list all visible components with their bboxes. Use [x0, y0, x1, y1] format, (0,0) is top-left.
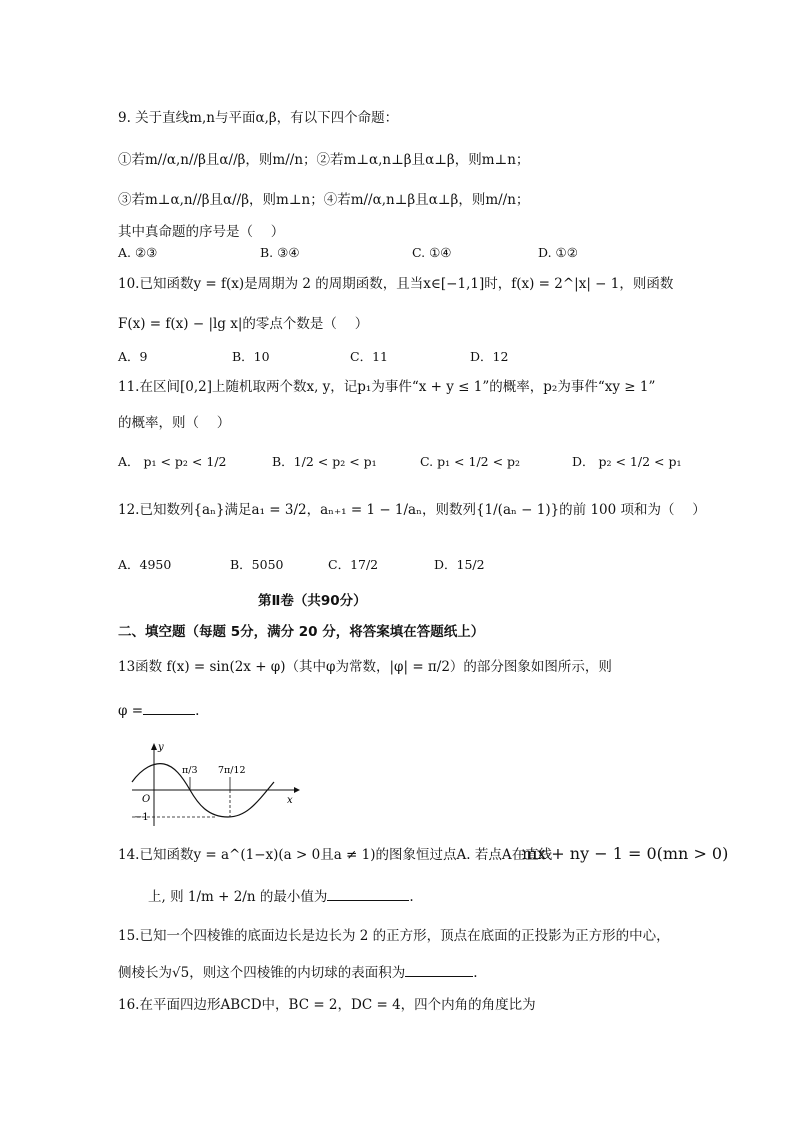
q12-option-a: A．4950 [118, 557, 172, 572]
q11-option-b: B．1/2 < p₂ < p₁ [272, 454, 377, 469]
y-axis-arrow [151, 743, 157, 750]
q12-option-d: D．15/2 [434, 557, 485, 572]
q13-answer-line: φ = . [118, 700, 199, 721]
q15-answer-blank [405, 962, 473, 977]
section-juan-title: 第Ⅱ卷（共90分） [258, 593, 367, 609]
q14-line-equation: mx + ny − 1 = 0(mn > 0) [522, 844, 729, 863]
q9-stem: 9. 关于直线m,n与平面α,β，有以下四个命题： [118, 110, 399, 126]
q9-line2: ③若m⊥α,n//β且α//β，则m⊥n；④若m//α,n⊥β且α⊥β，则m//n； [118, 192, 530, 208]
q13-sine-graph [124, 740, 304, 830]
q12-option-c: C．17/2 [328, 557, 379, 572]
x-axis-arrow [294, 787, 300, 793]
q10-option-d: D．12 [470, 349, 509, 364]
q10-stem2: F(x) = f(x) − |lg x|的零点个数是（ ） [118, 316, 369, 332]
q11-stem2: 的概率，则（ ） [118, 415, 231, 431]
q10-option-a: A．9 [118, 349, 148, 364]
origin-label: O [142, 794, 151, 805]
q14-answer-line [148, 886, 414, 907]
q15-stem: 15.已知一个四棱锥的底面边长是边长为 2 的正方形，顶点在底面的正投影为正方形的中心， [118, 928, 670, 944]
q9-option-c: C. ①④ [412, 245, 452, 260]
tick-pi-3-label: π/3 [182, 765, 198, 776]
q14-stem2: 上, 则 1/m + 2/n 的最小值为 [148, 889, 328, 905]
x-axis-label: x [287, 795, 293, 806]
q13-answer-label: φ = [118, 703, 144, 719]
q14-stem: 14.已知函数y = a^(1−x)(a > 0且a ≠ 1)的图象恒过点A. 若点A在直线 [118, 847, 553, 863]
q10-stem: 10.已知函数y = f(x)是周期为 2 的周期函数，且当x∈[−1,1]时，f(x) = 2^|x| − 1，则函数 [118, 276, 674, 292]
q9-option-d: D. ①② [538, 245, 578, 260]
q9-option-b: B. ③④ [260, 245, 300, 260]
q10-option-c: C．11 [350, 349, 388, 364]
q14-end: . [409, 889, 414, 905]
q11-option-c: C. p₁ < 1/2 < p₂ [420, 454, 521, 469]
q9-line1: ①若m//α,n//β且α//β，则m//n；②若m⊥α,n⊥β且α⊥β，则m⊥n； [118, 152, 530, 168]
q15-answer-line [118, 962, 478, 983]
q9-ask: 其中真命题的序号是（ ） [118, 224, 285, 240]
neg1-label: −1 [134, 812, 149, 823]
q9-option-a: A. ②③ [118, 245, 158, 260]
q13-answer-blank [143, 700, 195, 715]
q13-stem: 13函数 f(x) = sin(2x + φ)（其中φ为常数，|φ| = π/2）的部分图象如图所示，则 [118, 659, 612, 675]
y-axis-label: y [158, 742, 164, 753]
q12-stem: 12.已知数列{aₙ}满足a₁ = 3/2，aₙ₊₁ = 1 − 1/aₙ，则数列{1/(aₙ − 1)}的前 100 项和为（ ） [118, 502, 706, 518]
tick-7pi-12-label: 7π/12 [218, 765, 246, 776]
q15-stem2: 侧棱长为√5，则这个四棱锥的内切球的表面积为 [118, 965, 406, 981]
q10-option-b: B．10 [232, 349, 270, 364]
q15-end: . [473, 965, 478, 981]
q11-option-d: D． p₂ < 1/2 < p₁ [572, 454, 682, 469]
q12-option-b: B．5050 [230, 557, 284, 572]
q11-stem: 11.在区间[0,2]上随机取两个数x, y，记p₁为事件“x + y ≤ 1”的概率，p₂为事件“xy ≥ 1” [118, 379, 656, 395]
q14-answer-blank [327, 886, 409, 901]
q11-option-a: A． p₁ < p₂ < 1/2 [118, 454, 227, 469]
section-heading: 二、填空题（每题 5分，满分 20 分，将答案填在答题纸上） [118, 624, 485, 640]
q16-stem: 16.在平面四边形ABCD中，BC = 2，DC = 4，四个内角的角度比为 [118, 997, 536, 1013]
